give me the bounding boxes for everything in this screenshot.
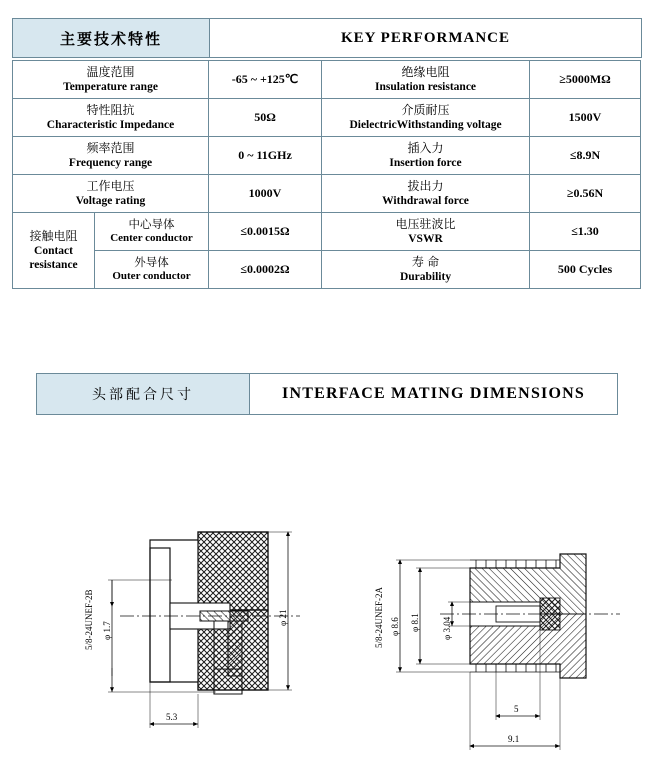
label-cn: 介质耐压 bbox=[401, 103, 450, 117]
cell-center-conductor-label bbox=[95, 213, 209, 251]
table-row bbox=[13, 99, 641, 137]
left-dim-phi-21: φ 21 bbox=[278, 609, 288, 626]
table-row bbox=[13, 213, 641, 251]
key-performance-title-cn: 主要技术特性 bbox=[59, 30, 162, 48]
cell-frequency-range-label bbox=[13, 137, 209, 175]
mating-title-en: INTERFACE MATING DIMENSIONS bbox=[282, 385, 585, 402]
label-cn: 拔出力 bbox=[407, 179, 444, 193]
right-dim-phi-8-1: φ 8.1 bbox=[410, 613, 420, 632]
cell-temperature-range-label bbox=[13, 61, 209, 99]
mating-dimensions-header bbox=[36, 373, 618, 415]
label-cn: 电压驻波比 bbox=[395, 217, 456, 231]
cell-durability-value: 500 Cycles bbox=[530, 251, 641, 289]
cell-frequency-range-value: 0 ~ 11GHz bbox=[209, 137, 322, 175]
label-cn: 插入力 bbox=[407, 141, 444, 155]
label-cn: 接触电阻 bbox=[29, 229, 78, 243]
label-cn: 工作电压 bbox=[86, 179, 135, 193]
cell-characteristic-impedance-label bbox=[13, 99, 209, 137]
key-performance-title-en: KEY PERFORMANCE bbox=[340, 29, 511, 46]
right-dim-phi-8-6: φ 8.6 bbox=[390, 617, 400, 636]
table-row bbox=[13, 137, 641, 175]
mating-title-cn: 头部配合尺寸 bbox=[92, 386, 194, 402]
label-cn: 特性阻抗 bbox=[86, 103, 135, 117]
sub-label-en: Outer conductor bbox=[112, 270, 191, 282]
cell-outer-conductor-label bbox=[95, 251, 209, 289]
right-dim-9-1: 9.1 bbox=[508, 734, 520, 744]
label-en: Voltage rating bbox=[75, 195, 146, 207]
left-connector-drawing bbox=[84, 532, 300, 728]
cell-temperature-range-value: -65 ~ +125℃ bbox=[209, 61, 322, 99]
left-thread-label: 5/8-24UNEF-2B bbox=[84, 589, 94, 650]
cell-insertion-force-label bbox=[322, 137, 530, 175]
label-en: VSWR bbox=[408, 233, 443, 245]
cell-vswr-label bbox=[322, 213, 530, 251]
cell-voltage-rating-label bbox=[13, 175, 209, 213]
label-cn: 频率范围 bbox=[86, 141, 135, 155]
cell-voltage-rating-value: 1000V bbox=[209, 175, 322, 213]
label-en: Insertion force bbox=[389, 157, 462, 169]
mating-title-en-box bbox=[250, 374, 617, 414]
cell-dielectric-withstanding-value: 1500V bbox=[530, 99, 641, 137]
cell-outer-conductor-value: ≤0.0002Ω bbox=[209, 251, 322, 289]
label-en: Insulation resistance bbox=[374, 81, 477, 93]
left-dim-5-3: 5.3 bbox=[166, 712, 178, 722]
cell-vswr-value: ≤1.30 bbox=[530, 213, 641, 251]
right-dim-5: 5 bbox=[514, 704, 519, 714]
label-en: Temperature range bbox=[63, 81, 158, 93]
key-performance-title-cn-box bbox=[13, 19, 210, 57]
cell-withdrawal-force-value: ≥0.56N bbox=[530, 175, 641, 213]
cell-insulation-resistance-value: ≥5000MΩ bbox=[530, 61, 641, 99]
sub-label-cn: 中心导体 bbox=[128, 219, 175, 231]
table-row bbox=[13, 175, 641, 213]
right-connector-drawing bbox=[374, 554, 620, 750]
key-performance-header bbox=[12, 18, 642, 58]
cell-durability-label bbox=[322, 251, 530, 289]
cell-insulation-resistance-label bbox=[322, 61, 530, 99]
label-en: Withdrawal force bbox=[382, 195, 469, 207]
label-en: DielectricWithstanding voltage bbox=[349, 119, 502, 131]
table-row bbox=[13, 251, 641, 289]
sub-label-cn: 外导体 bbox=[134, 257, 169, 269]
cell-withdrawal-force-label bbox=[322, 175, 530, 213]
label-en: Contact resistance bbox=[29, 245, 78, 271]
label-en: Durability bbox=[399, 271, 452, 283]
key-performance-title-en-box bbox=[210, 19, 641, 57]
mating-title-cn-box bbox=[37, 374, 250, 414]
cell-characteristic-impedance-value: 50Ω bbox=[209, 99, 322, 137]
interface-mating-drawings bbox=[0, 518, 653, 780]
label-cn: 绝缘电阻 bbox=[401, 65, 450, 79]
right-thread-label: 5/8-24UNEF-2A bbox=[374, 587, 384, 648]
sub-label-en: Center conductor bbox=[110, 232, 193, 244]
key-performance-table bbox=[12, 60, 641, 289]
left-dim-phi-1-7: φ 1.7 bbox=[102, 621, 112, 640]
table-row bbox=[13, 61, 641, 99]
cell-center-conductor-value: ≤0.0015Ω bbox=[209, 213, 322, 251]
right-dim-phi-3-04: φ 3.04 bbox=[442, 616, 452, 640]
label-en: Characteristic Impedance bbox=[46, 119, 175, 131]
label-cn: 寿 命 bbox=[411, 255, 440, 269]
label-cn: 温度范围 bbox=[86, 65, 135, 79]
cell-dielectric-withstanding-label bbox=[322, 99, 530, 137]
cell-insertion-force-value: ≤8.9N bbox=[530, 137, 641, 175]
label-en: Frequency range bbox=[68, 157, 153, 169]
cell-contact-resistance-label bbox=[13, 213, 95, 289]
